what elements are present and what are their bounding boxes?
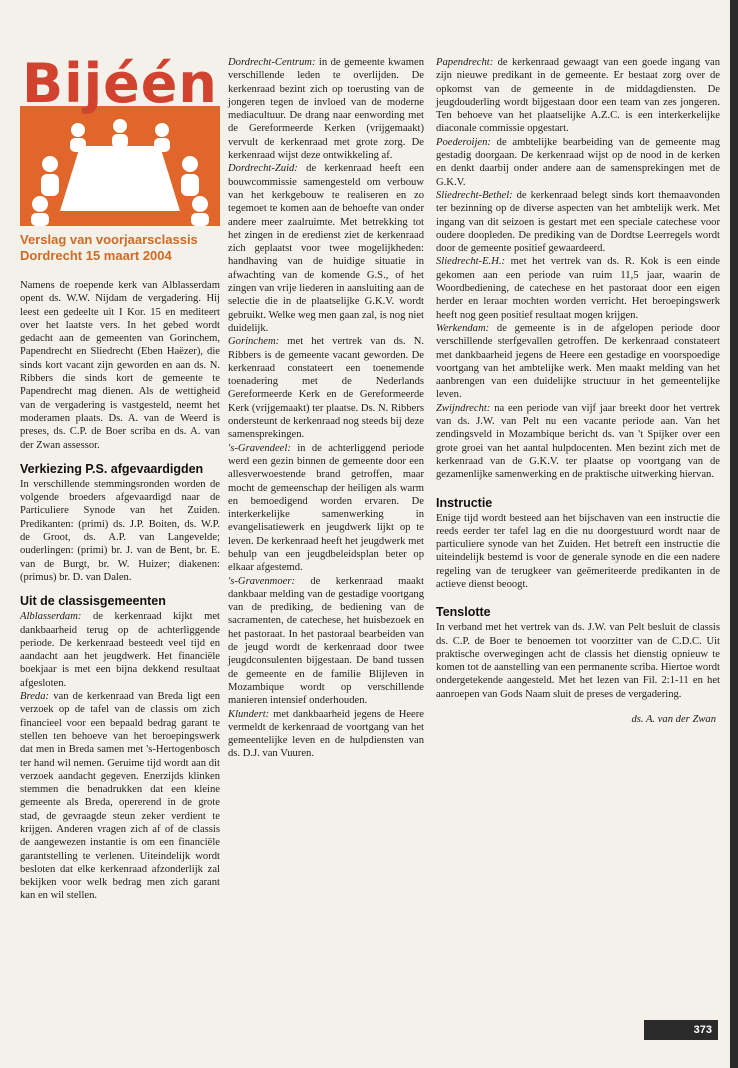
entry-dordrecht-zuid: Dordrecht-Zuid: de kerkenraad heeft een bouwcommissie samengesteld om verbouw van het kerkgebouw te realiseren en zo tegemoet te komen aan de behoefte van onder andere meer zaalruimte. Met betrekking tot het zingen in de eredienst ziet de kerkenraad zich geplaatst voor twee mogelijkheden: handhaving van de huidige situatie in afwachting van de komende G.S., of het zingen van vrije liederen in aansluiting aan de selectie die in de plaatselijke G.K.V. wordt gebruikt. Welke weg men gaan zal, is nog niet duidelijk.	[228, 163, 424, 334]
column-2	[228, 56, 424, 761]
entry-sliedrecht-bethel: Sliedrecht-Bethel: de kerkenraad belegt sinds kort themaavonden ter bezinning op de diverse aspecten van het ambtelijk werk. Met ingang van dit seizoen is gestart met een speciale catechese voor oudere doopleden. De prediking van de Dordtse Leerregels wordt door de gemeente positief gewaardeerd.	[436, 189, 720, 255]
column-3	[436, 56, 720, 726]
instructie-paragraph: Enige tijd wordt besteed aan het bijschaven van een instructie die reeds eerder ter tafel lag en die nu doorgestuurd wordt naar de particuliere synode van het Zuiden. Het betreft een instructie die uiteindelijk bestemd is voor de generale synode en die een nadere regeling van de terugkeer van geëmeriteerde predikanten in de actieve dienst beoogt.	[436, 512, 720, 590]
subtitle-line-2: Dordrecht 15 maart 2004	[20, 247, 172, 263]
entry-breda: Breda: van de kerkenraad van Breda ligt een verzoek op de tafel van de classis om zich financieel voor een bepaald bedrag garant te stellen ten behoeve van het beroepingswerk dat men in Breda samen met 's-Hertogenbosch ter hand wil nemen. Geruime tijd wordt aan dit verzoek aandacht gegeven. Enerzijds klinken stemmen die benadrukken dat een kleine gemeente als Breda, opererend in de grote stad, de gevraagde steun zeker verdient te krijgen. Anderen vragen zich af of de classis de aangewezen instantie is om een financiële garantstelling te verlenen. Uiteindelijk wordt besloten dat elke kerkenraad afzonderlijk zal bekijken voor welk bedrag men zich garant kan en wil stellen.	[20, 691, 220, 902]
author-signature: ds. A. van der Zwan	[631, 714, 716, 726]
bijeen-logo	[20, 52, 220, 228]
entry-klundert: Klundert: met dankbaarheid jegens de Heere vermeldt de kerkenraad de voortgang van het gemeentelijke leven en de hulpdiensten van ds. D.J. van Vuuren.	[228, 708, 424, 760]
page-edge	[730, 0, 738, 1068]
entry-alblasserdam: Alblasserdam: de kerkenraad kijkt met dankbaarheid terug op de achterliggende periode. De kerkenraad besteedt veel tijd en aandacht aan het jeugdwerk. Het financiële boekjaar is met een bijna dekkend resultaat afgesloten.	[20, 611, 220, 689]
heading-uit-de-classisgemeenten: Uit de classisgemeenten	[20, 594, 166, 609]
meeting-table-illustration	[20, 106, 220, 226]
verkiezing-paragraph: In verschillende stemmingsronden worden de volgende broeders afgevaardigd naar de Particuliere Synode van het Zuiden. Predikanten: (primi) ds. J.P. Boiten, ds. W.P. de Groot, ds. A.P. van Langevelde; ouderlingen: (primi) br. J. van de Bent, br. E. van de Burgt, br. W. Huizer; diakenen: (primus) br. D. van Dalen.	[20, 478, 220, 583]
tenslotte-paragraph: In verband met het vertrek van ds. J.W. van Pelt besluit de classis ds. C.P. de Boer te benoemen tot voorzitter van de C.D.C. Uit praktische overwegingen acht de classis het dienstig opnieuw te komen tot de aanstelling van een permanente scriba. Hiertoe wordt ondergetekende aangesteld. Met het lezen van Fil. 2:1-11 en het aanroepen van Gods Naam sluit de preses de vergadering.	[436, 622, 720, 700]
article-subtitle	[20, 232, 220, 263]
intro-paragraph: Namens de roepende kerk van Alblasserdam opent ds. W.W. Nijdam de vergadering. Hij leest een gedeelte uit I Kor. 15 en mediteert over het laatste vers. In het gebed wordt gedacht aan de gemeenten van Gorinchem, Papendrecht en Sliedrecht (Eben Haëzer), die sinds kort vacant zijn geworden en aan ds. N. Ribbers die sinds kort de gemeente te Papendrecht mag dienen. Als de wettigheid van de vergadering is vastgesteld, neemt het moderamen plaats. Ds. A. van de Weerd is preses, ds. C.P. de Boer scriba en ds. A. van der Zwan assessor.	[20, 280, 220, 451]
entry-dordrecht-centrum: Dordrecht-Centrum: in de gemeente kwamen verschillende leden te overlijden. De kerkenraad bezint zich op toerusting van de jongeren tegen de invloed van de moderne mediacultuur. De drang naar eenwording met de Gereformeerde Kerken (vrijgemaakt) vervult de kerkenraad met grote zorg. De kerkenraad wijst deze ontwikkeling af.	[228, 57, 424, 162]
logo-word: Bijéén	[22, 52, 218, 115]
entry-papendrecht: Papendrecht: de kerkenraad gewaagt van een goede ingang van zijn nieuwe predikant in de gemeente. Er bestaat zorg over de opkomst van de gemeente in de middagdiensten. De jeugdouderling wordt bijgestaan door een team van zes jongeren. Ten behoeve van het plaatselijke A.Z.C. is een interkerkelijke diaconale commissie opgestart.	[436, 57, 720, 135]
entry-zwijndrecht: Zwijndrecht: na een periode van vijf jaar breekt door het vertrek van ds. J.W. van Pelt nu een vacante periode aan. Van het zendingsveld in Mozambique bericht ds. van 't Spijker over een grote groei van het aantal hulpdocenten. Men bezint zich met de kerkenraad van de G.K.V. ter plaatse op voortgang van de gezamenlijke samenwerking en de praktische uitwerking hiervan.	[436, 402, 720, 481]
heading-tenslotte: Tenslotte	[436, 605, 491, 620]
entry-sliedrecht-eh: Sliedrecht-E.H.: met het vertrek van ds. R. Kok is een einde gekomen aan een periode van ruim 11,5 jaar, waarin de Woordbediening, de catechese en het pastoraat door een eigen herder en leraar mochten worden verricht. Het beroepingswerk heeft nog geen positief resultaat mogen krijgen.	[436, 256, 720, 321]
entry-poederoijen: Poederoijen: de ambtelijke bearbeiding van de gemeente mag gestadig doorgaan. De kerkenraad wijst op de nood in de kerken en denkt daarbij onder andere aan de samensprekingen met de G.K.V.	[436, 136, 720, 188]
table-shape	[60, 146, 180, 211]
heading-instructie: Instructie	[436, 495, 493, 510]
column-1	[20, 52, 220, 903]
entry-gorinchem: Gorinchem: met het vertrek van ds. N. Ribbers is de gemeente vacant geworden. De kerkenraad constateert een toenemende toenadering met de Nederlands Gereformeerde Kerk en de Gereformeerde Kerk (vrijgemaakt) ter plaatse. Ds. N. Ribbers ondersteunt de kerkenraad nog steeds bij deze samensprekingen.	[228, 336, 424, 441]
page-number: 373	[644, 1020, 718, 1040]
entry-werkendam: Werkendam: de gemeente is in de afgelopen periode door verschillende sterfgevallen getroffen. De kerkenraad constateert met dankbaarheid jegens de Heere een gestadige en voorspoedige voortgang van het ambtelijke werk. Men maakt melding van het aanbrengen van een duidelijke structuur in het gemeentelijke leven.	[436, 322, 720, 401]
entry-s-gravendeel: 's-Gravendeel: in de achterliggend periode werd een gezin binnen de gemeente door een allesverwoestende brand getroffen, maar mocht de gemeenschap der heiligen als warm en bemoedigend worden ervaren. De interkerkelijke samenwerking in evangelisatiewerk en jeugdwerk lijkt op te leven. De kerkenraad heeft het jeugdwerk met behulp van een jeugdbeleidsplan beter op elkaar afgestemd.	[228, 442, 424, 574]
entry-s-gravenmoer: 's-Gravenmoer: de kerkenraad maakt dankbaar melding van de gestadige voortgang van de prediking, de bediening van de sacramenten, de catechese, het huisbezoek en het pastoraat. In het pastoraal bearbeiden van de jeugd wordt de kerkenraad door twee jeugdconsulenten bijgestaan. De band tussen de gemeente en de familie Blijleven in Mozambique wordt op verschillende manieren intensief onderhouden.	[228, 575, 424, 707]
heading-verkiezing: Verkiezing P.S. afgevaardigden	[20, 461, 204, 476]
subtitle-line-1: Verslag van voorjaarsclassis	[20, 232, 198, 247]
